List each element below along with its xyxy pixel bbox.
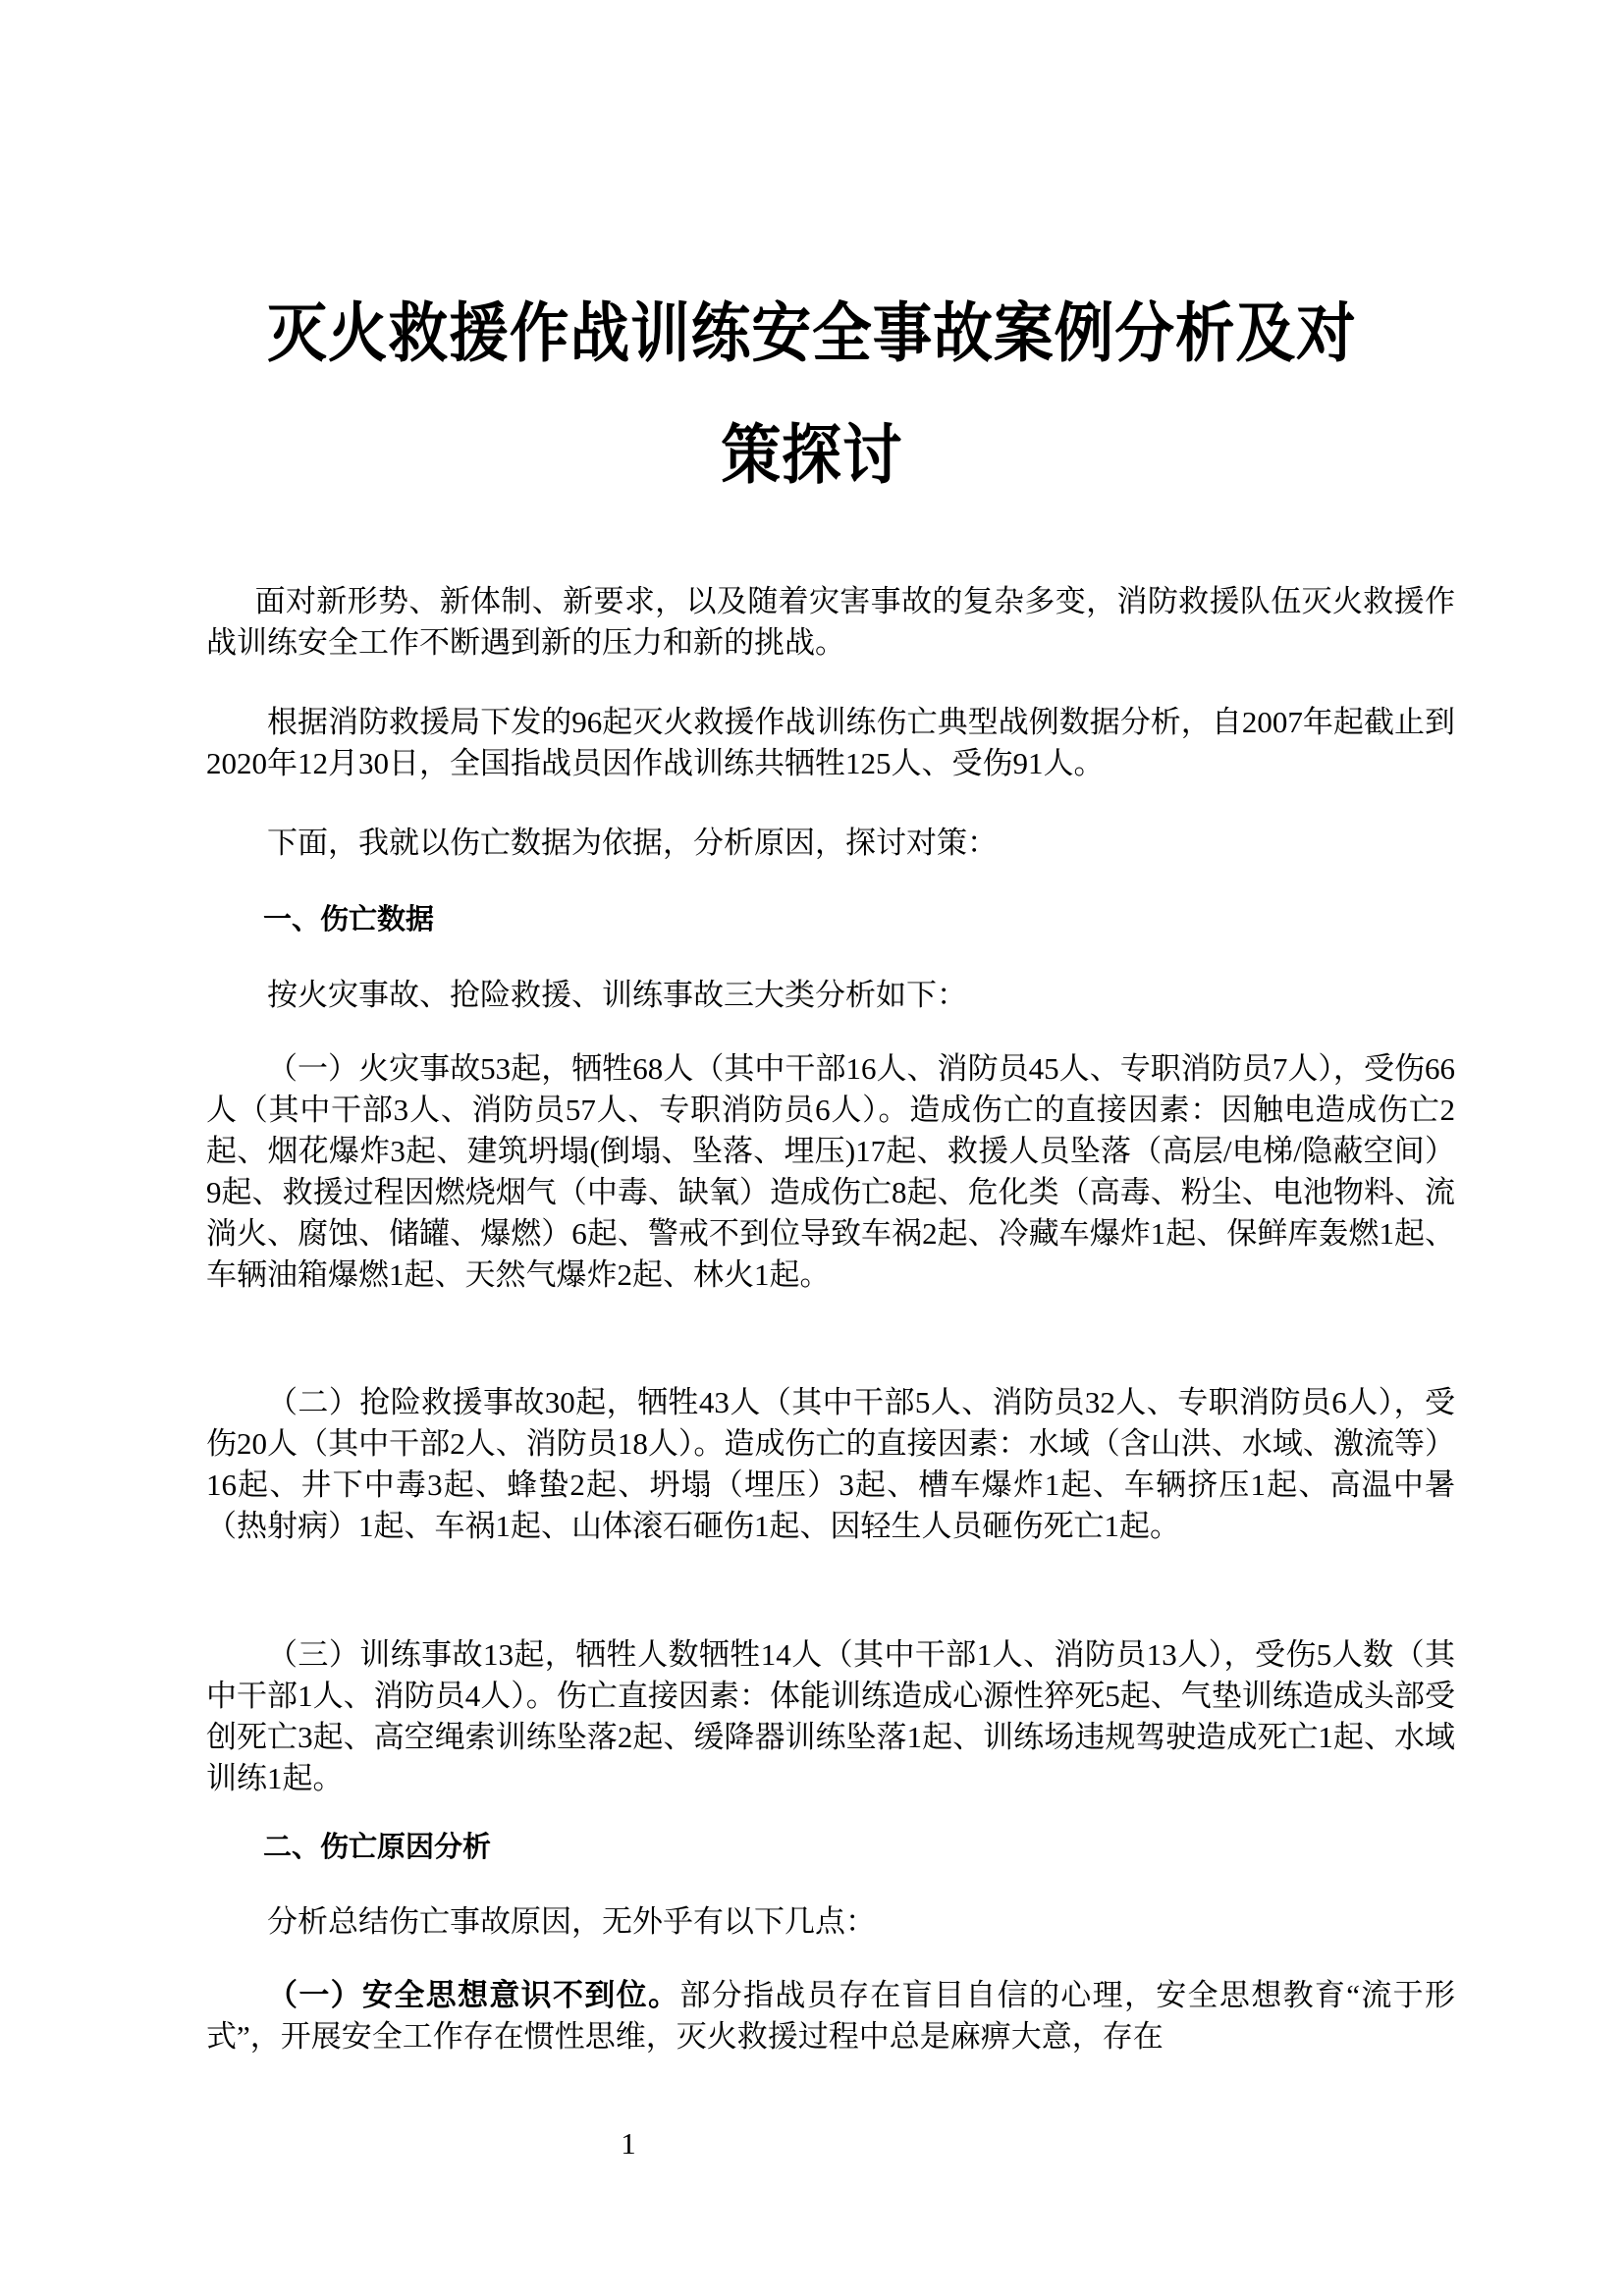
intro-paragraph-3: 下面，我就以伤亡数据为依据，分析原因，探讨对策： (267, 826, 998, 860)
intro-paragraph-2: 根据消防救援局下发的96起灭火救援作战训练伤亡典型战例数据分析，自2007年起截止到2020年12月30日，全国指战员因作战训练共牺牲125人、受伤91人。 (206, 705, 1455, 780)
document-title-line-2: 策探讨 (721, 417, 903, 493)
section-2-item-1-title: （一）安全思想意识不到位。 (267, 1978, 680, 2013)
section-2-heading: 二、伤亡原因分析 (263, 1830, 492, 1863)
document-title-line-1: 灭火救援作战训练安全事故案例分析及对 (267, 295, 1357, 371)
section-2-item-1 (206, 1975, 1455, 2057)
section-1-item-fire: （一）火灾事故53起，牺牲68人（其中干部16人、消防员45人、专职消防员7人），受伤66人（其中干部3人、消防员57人、专职消防员6人）。造成伤亡的直接因素：因触电造成伤亡2起、烟花爆炸3起、建筑坍塌(倒塌、坠落、埋压)17起、救援人员坠落（高层/电梯/隐蔽空间）9起、救援过程因燃烧烟气（中毒、缺氧）造成伤亡8起、危化类（高毒、粉尘、电池物料、流淌火、腐蚀、储罐、爆燃）6起、警戒不到位导致车祸2起、冷藏车爆炸1起、保鲜库轰燃1起、车辆油箱爆燃1起、天然气爆炸2起、林火1起。 (206, 1051, 1455, 1292)
section-2-lead: 分析总结伤亡事故原因，无外乎有以下几点： (267, 1904, 876, 1939)
section-2-item-1-text: 部分指战员存在盲目自信的心理，安全思想教育“流于形式”，开展安全工作存在惯性思维，灭火救援过程中总是麻痹大意，存在 (206, 1978, 1456, 2054)
section-1-item-training: （三）训练事故13起，牺牲人数牺牲14人（其中干部1人、消防员13人），受伤5人数（其中干部1人、消防员4人）。伤亡直接因素：体能训练造成心源性猝死5起、气垫训练造成头部受创死亡3起、高空绳索训练坠落2起、缓降器训练坠落1起、训练场违规驾驶造成死亡1起、水域训练1起。 (206, 1637, 1455, 1795)
section-1-item-rescue: （二）抢险救援事故30起，牺牲43人（其中干部5人、消防员32人、专职消防员6人），受伤20人（其中干部2人、消防员18人）。造成伤亡的直接因素：水域（含山洪、水域、激流等）16起、井下中毒3起、蜂蛰2起、坍塌（埋压）3起、槽车爆炸1起、车辆挤压1起、高温中暑（热射病）1起、车祸1起、山体滚石砸伤1起、因轻生人员砸伤死亡1起。 (206, 1385, 1455, 1543)
section-1-lead: 按火灾事故、抢险救援、训练事故三大类分析如下： (267, 978, 967, 1012)
section-1-heading: 一、伤亡数据 (263, 902, 435, 935)
intro-paragraph-1: 面对新形势、新体制、新要求，以及随着灾害事故的复杂多变，消防救援队伍灭火救援作战训练安全工作不断遇到新的压力和新的挑战。 (206, 584, 1455, 660)
page-number: 1 (621, 2126, 636, 2161)
